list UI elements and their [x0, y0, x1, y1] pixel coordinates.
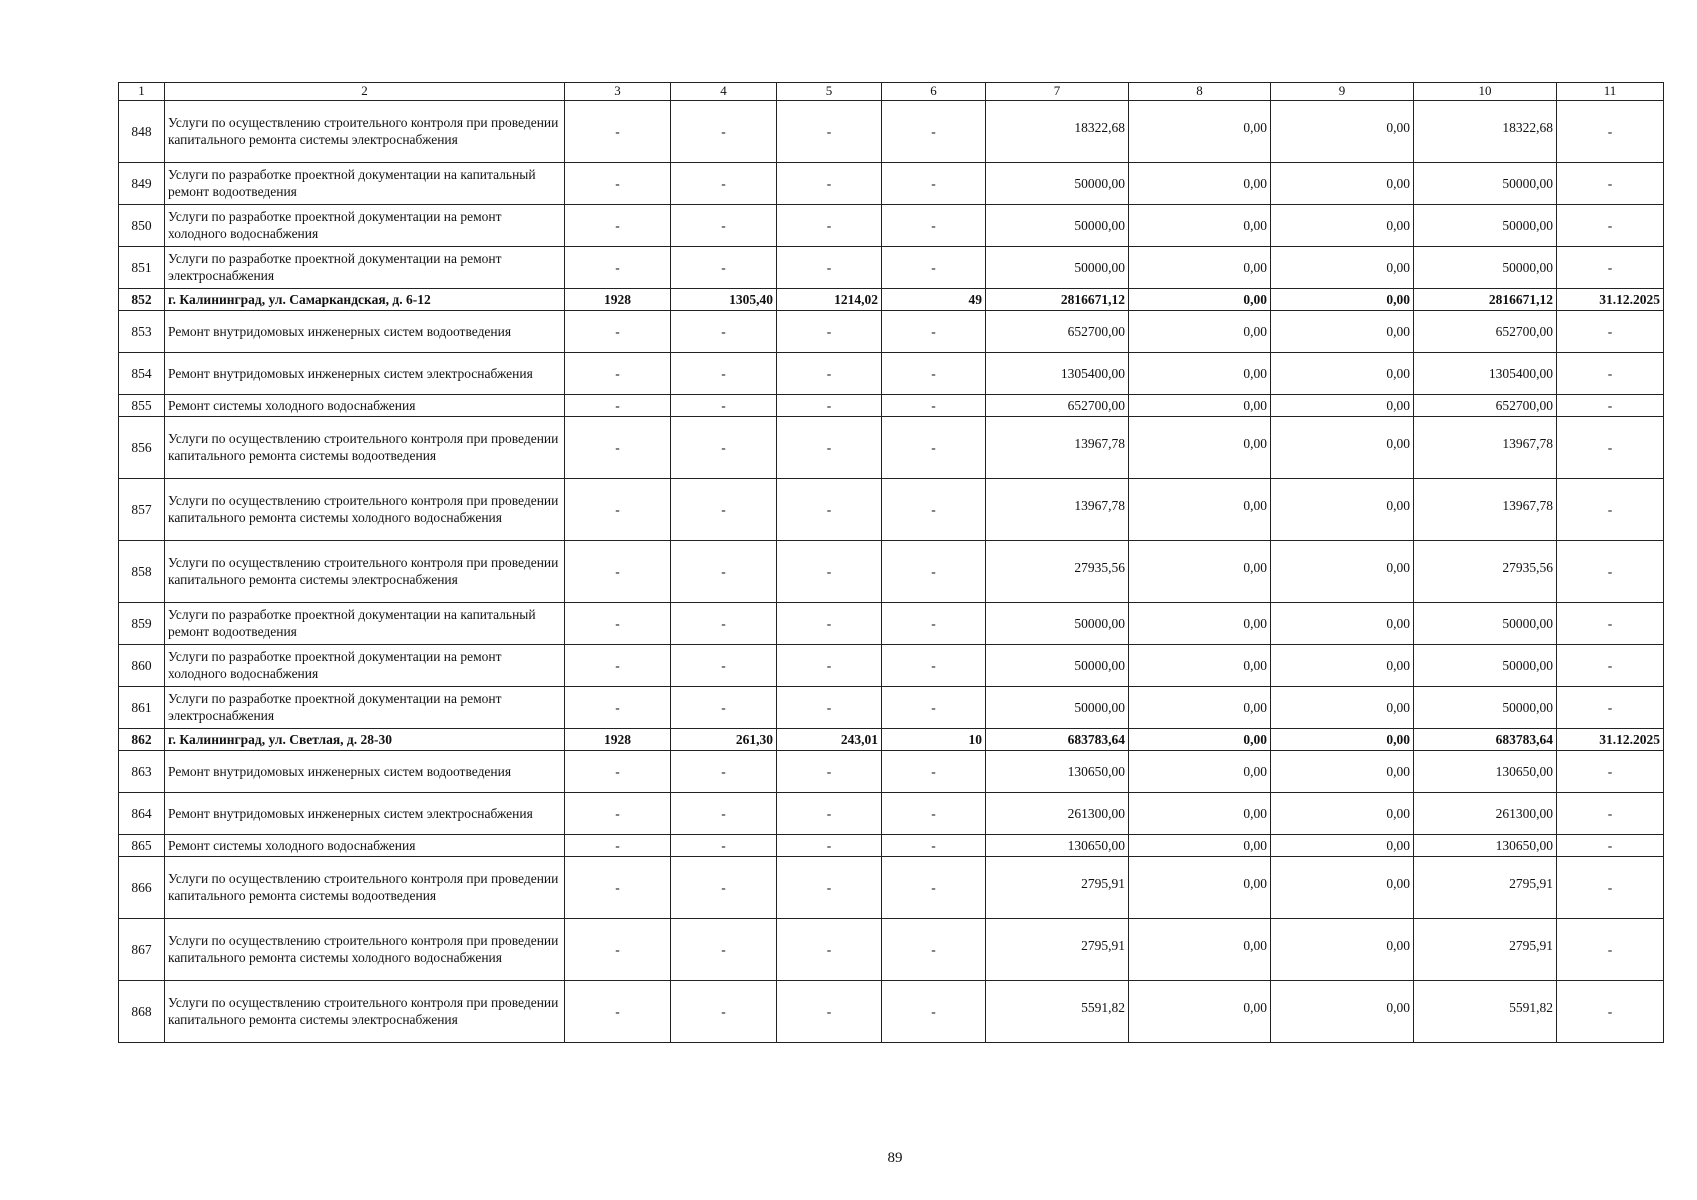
cell-fund-other: 0,00 — [1271, 644, 1414, 686]
column-header: 10 — [1414, 83, 1557, 101]
cell-area-total: - — [671, 204, 777, 246]
cell-fund-regional: 0,00 — [1129, 856, 1271, 918]
cell-residents: - — [882, 856, 986, 918]
cell-year: - — [565, 834, 671, 856]
cell-year: - — [565, 980, 671, 1042]
cell-completion-date: - — [1557, 792, 1664, 834]
column-header: 7 — [986, 83, 1129, 101]
cell-fund-other: 0,00 — [1271, 204, 1414, 246]
cell-description: Услуги по осуществлению строительного контроля при проведении капитального ремонта системы водоотведения — [165, 416, 565, 478]
cell-area-total: - — [671, 310, 777, 352]
cell-residents: - — [882, 750, 986, 792]
column-header: 11 — [1557, 83, 1664, 101]
cell-completion-date: - — [1557, 856, 1664, 918]
cell-fund-regional: 0,00 — [1129, 416, 1271, 478]
cell-residents: - — [882, 100, 986, 162]
cell-year: - — [565, 644, 671, 686]
cell-cost-total: 27935,56 — [986, 540, 1129, 602]
cell-description: Услуги по осуществлению строительного контроля при проведении капитального ремонта системы электроснабжения — [165, 540, 565, 602]
cell-area-total: - — [671, 394, 777, 416]
cell-cost-total: 652700,00 — [986, 394, 1129, 416]
cell-residents: - — [882, 310, 986, 352]
column-header: 9 — [1271, 83, 1414, 101]
cell-fund-owners: 683783,64 — [1414, 728, 1557, 750]
cell-row-number: 848 — [119, 100, 165, 162]
cell-cost-total: 683783,64 — [986, 728, 1129, 750]
cell-year: - — [565, 100, 671, 162]
cell-fund-owners: 130650,00 — [1414, 750, 1557, 792]
cell-area-living: - — [777, 352, 882, 394]
cell-cost-total: 50000,00 — [986, 602, 1129, 644]
cell-fund-owners: 18322,68 — [1414, 100, 1557, 162]
cell-completion-date: - — [1557, 686, 1664, 728]
cell-fund-other: 0,00 — [1271, 728, 1414, 750]
cell-residents: - — [882, 644, 986, 686]
cell-description: Ремонт системы холодного водоснабжения — [165, 394, 565, 416]
cell-fund-regional: 0,00 — [1129, 644, 1271, 686]
cell-fund-regional: 0,00 — [1129, 394, 1271, 416]
cell-residents: - — [882, 162, 986, 204]
cell-fund-owners: 261300,00 — [1414, 792, 1557, 834]
cell-fund-owners: 50000,00 — [1414, 602, 1557, 644]
cell-row-number: 868 — [119, 980, 165, 1042]
cell-cost-total: 2816671,12 — [986, 288, 1129, 310]
cell-year: - — [565, 204, 671, 246]
cell-fund-other: 0,00 — [1271, 856, 1414, 918]
cell-row-number: 864 — [119, 792, 165, 834]
cell-fund-owners: 50000,00 — [1414, 162, 1557, 204]
cell-year: - — [565, 602, 671, 644]
cell-fund-regional: 0,00 — [1129, 602, 1271, 644]
cell-area-living: - — [777, 310, 882, 352]
cell-fund-owners: 5591,82 — [1414, 980, 1557, 1042]
cell-area-living: - — [777, 792, 882, 834]
table-body — [119, 83, 1664, 1043]
cell-cost-total: 50000,00 — [986, 204, 1129, 246]
cell-area-living: - — [777, 204, 882, 246]
cell-fund-regional: 0,00 — [1129, 246, 1271, 288]
cell-fund-other: 0,00 — [1271, 834, 1414, 856]
cell-area-living: - — [777, 750, 882, 792]
cell-fund-owners: 50000,00 — [1414, 644, 1557, 686]
cell-residents: 10 — [882, 728, 986, 750]
cell-completion-date: - — [1557, 352, 1664, 394]
cell-year: 1928 — [565, 288, 671, 310]
cell-residents: 49 — [882, 288, 986, 310]
cell-cost-total: 18322,68 — [986, 100, 1129, 162]
table-row — [119, 856, 1664, 918]
cell-fund-regional: 0,00 — [1129, 918, 1271, 980]
cell-area-total: - — [671, 602, 777, 644]
cell-fund-other: 0,00 — [1271, 918, 1414, 980]
cell-fund-other: 0,00 — [1271, 246, 1414, 288]
cell-cost-total: 2795,91 — [986, 918, 1129, 980]
cell-cost-total: 50000,00 — [986, 644, 1129, 686]
cell-area-living: - — [777, 686, 882, 728]
address-row — [119, 288, 1664, 310]
cell-row-number: 867 — [119, 918, 165, 980]
cell-cost-total: 5591,82 — [986, 980, 1129, 1042]
cell-completion-date: 31.12.2025 — [1557, 728, 1664, 750]
cell-description: Услуги по осуществлению строительного контроля при проведении капитального ремонта системы холодного водоснабжения — [165, 478, 565, 540]
cell-fund-owners: 130650,00 — [1414, 834, 1557, 856]
cell-description: Ремонт внутридомовых инженерных систем электроснабжения — [165, 792, 565, 834]
cell-description: Услуги по разработке проектной документации на капитальный ремонт водоотведения — [165, 602, 565, 644]
cell-area-total: - — [671, 162, 777, 204]
cell-row-number: 862 — [119, 728, 165, 750]
cell-residents: - — [882, 478, 986, 540]
column-header: 4 — [671, 83, 777, 101]
cell-area-living: - — [777, 478, 882, 540]
cell-cost-total: 13967,78 — [986, 416, 1129, 478]
cell-year: - — [565, 792, 671, 834]
cell-row-number: 850 — [119, 204, 165, 246]
cell-fund-other: 0,00 — [1271, 352, 1414, 394]
cell-fund-owners: 652700,00 — [1414, 310, 1557, 352]
table-row — [119, 310, 1664, 352]
cell-area-living: 243,01 — [777, 728, 882, 750]
table-row — [119, 540, 1664, 602]
cell-year: 1928 — [565, 728, 671, 750]
column-header: 3 — [565, 83, 671, 101]
cell-fund-owners: 13967,78 — [1414, 478, 1557, 540]
cell-fund-other: 0,00 — [1271, 792, 1414, 834]
cell-fund-other: 0,00 — [1271, 288, 1414, 310]
cell-year: - — [565, 750, 671, 792]
page-number: 89 — [887, 1150, 903, 1166]
cell-area-total: - — [671, 352, 777, 394]
table-row — [119, 204, 1664, 246]
cell-area-living: - — [777, 162, 882, 204]
table-row — [119, 686, 1664, 728]
cell-fund-other: 0,00 — [1271, 100, 1414, 162]
table-row — [119, 478, 1664, 540]
cell-area-total: - — [671, 100, 777, 162]
cell-year: - — [565, 478, 671, 540]
table-row — [119, 162, 1664, 204]
cell-cost-total: 130650,00 — [986, 834, 1129, 856]
cell-area-living: - — [777, 416, 882, 478]
table-row — [119, 918, 1664, 980]
cell-description: Услуги по осуществлению строительного контроля при проведении капитального ремонта системы холодного водоснабжения — [165, 918, 565, 980]
cell-area-total: - — [671, 416, 777, 478]
cell-year: - — [565, 310, 671, 352]
cell-fund-other: 0,00 — [1271, 602, 1414, 644]
cell-cost-total: 13967,78 — [986, 478, 1129, 540]
cell-residents: - — [882, 686, 986, 728]
cell-area-total: - — [671, 856, 777, 918]
table-row — [119, 750, 1664, 792]
cell-residents: - — [882, 416, 986, 478]
cell-fund-owners: 13967,78 — [1414, 416, 1557, 478]
cell-area-living: - — [777, 856, 882, 918]
cell-fund-regional: 0,00 — [1129, 686, 1271, 728]
cell-area-total: - — [671, 834, 777, 856]
table-header-row — [119, 83, 1664, 101]
cell-description: Ремонт внутридомовых инженерных систем водоотведения — [165, 310, 565, 352]
cell-year: - — [565, 394, 671, 416]
cell-fund-owners: 50000,00 — [1414, 204, 1557, 246]
table-row — [119, 246, 1664, 288]
cell-description: Услуги по осуществлению строительного контроля при проведении капитального ремонта системы электроснабжения — [165, 980, 565, 1042]
cell-fund-owners: 50000,00 — [1414, 246, 1557, 288]
cell-description: Услуги по разработке проектной документации на ремонт холодного водоснабжения — [165, 644, 565, 686]
cell-fund-regional: 0,00 — [1129, 352, 1271, 394]
cell-description: Ремонт внутридомовых инженерных систем электроснабжения — [165, 352, 565, 394]
cell-residents: - — [882, 540, 986, 602]
cell-completion-date: - — [1557, 100, 1664, 162]
cell-residents: - — [882, 204, 986, 246]
cell-completion-date: 31.12.2025 — [1557, 288, 1664, 310]
cell-fund-other: 0,00 — [1271, 310, 1414, 352]
cell-row-number: 856 — [119, 416, 165, 478]
cell-area-living: - — [777, 644, 882, 686]
cell-completion-date: - — [1557, 602, 1664, 644]
cell-fund-regional: 0,00 — [1129, 478, 1271, 540]
cell-residents: - — [882, 246, 986, 288]
cell-area-total: - — [671, 750, 777, 792]
cell-completion-date: - — [1557, 478, 1664, 540]
cell-area-living: - — [777, 540, 882, 602]
data-table — [118, 82, 1664, 1043]
cell-completion-date: - — [1557, 416, 1664, 478]
cell-description: Услуги по разработке проектной документации на капитальный ремонт водоотведения — [165, 162, 565, 204]
table-row — [119, 980, 1664, 1042]
cell-area-total: - — [671, 540, 777, 602]
cell-area-living: 1214,02 — [777, 288, 882, 310]
cell-description: Услуги по разработке проектной документации на ремонт электроснабжения — [165, 246, 565, 288]
cell-row-number: 853 — [119, 310, 165, 352]
cell-completion-date: - — [1557, 204, 1664, 246]
cell-area-living: - — [777, 100, 882, 162]
cell-fund-other: 0,00 — [1271, 750, 1414, 792]
cell-area-total: 1305,40 — [671, 288, 777, 310]
cell-cost-total: 1305400,00 — [986, 352, 1129, 394]
cell-completion-date: - — [1557, 750, 1664, 792]
cell-description: Услуги по осуществлению строительного контроля при проведении капитального ремонта системы водоотведения — [165, 856, 565, 918]
cell-cost-total: 261300,00 — [986, 792, 1129, 834]
cell-fund-other: 0,00 — [1271, 416, 1414, 478]
cell-year: - — [565, 246, 671, 288]
cell-area-total: - — [671, 246, 777, 288]
cell-row-number: 859 — [119, 602, 165, 644]
cell-residents: - — [882, 834, 986, 856]
cell-fund-regional: 0,00 — [1129, 728, 1271, 750]
cell-completion-date: - — [1557, 310, 1664, 352]
cell-residents: - — [882, 980, 986, 1042]
cell-completion-date: - — [1557, 918, 1664, 980]
table-row — [119, 394, 1664, 416]
cell-description: Услуги по разработке проектной документации на ремонт электроснабжения — [165, 686, 565, 728]
cell-year: - — [565, 856, 671, 918]
cell-description: г. Калининград, ул. Самаркандская, д. 6-12 — [165, 288, 565, 310]
cell-completion-date: - — [1557, 834, 1664, 856]
cell-row-number: 857 — [119, 478, 165, 540]
cell-fund-regional: 0,00 — [1129, 834, 1271, 856]
cell-fund-regional: 0,00 — [1129, 100, 1271, 162]
cell-residents: - — [882, 394, 986, 416]
cell-residents: - — [882, 602, 986, 644]
cell-completion-date: - — [1557, 162, 1664, 204]
cell-area-total: - — [671, 980, 777, 1042]
column-header: 1 — [119, 83, 165, 101]
cell-year: - — [565, 352, 671, 394]
cell-completion-date: - — [1557, 644, 1664, 686]
cell-area-living: - — [777, 918, 882, 980]
table-row — [119, 792, 1664, 834]
cell-cost-total: 2795,91 — [986, 856, 1129, 918]
cell-year: - — [565, 918, 671, 980]
cell-row-number: 861 — [119, 686, 165, 728]
cell-description: Ремонт системы холодного водоснабжения — [165, 834, 565, 856]
cell-row-number: 849 — [119, 162, 165, 204]
cell-residents: - — [882, 792, 986, 834]
cell-completion-date: - — [1557, 246, 1664, 288]
table-row — [119, 100, 1664, 162]
table-row — [119, 416, 1664, 478]
table-row — [119, 644, 1664, 686]
cell-description: Ремонт внутридомовых инженерных систем водоотведения — [165, 750, 565, 792]
column-header: 6 — [882, 83, 986, 101]
cell-fund-owners: 50000,00 — [1414, 686, 1557, 728]
cell-fund-regional: 0,00 — [1129, 204, 1271, 246]
cell-completion-date: - — [1557, 540, 1664, 602]
cell-area-living: - — [777, 394, 882, 416]
cell-fund-regional: 0,00 — [1129, 288, 1271, 310]
cell-row-number: 851 — [119, 246, 165, 288]
cell-area-living: - — [777, 246, 882, 288]
cell-fund-regional: 0,00 — [1129, 540, 1271, 602]
cell-cost-total: 50000,00 — [986, 686, 1129, 728]
cell-row-number: 863 — [119, 750, 165, 792]
cell-fund-owners: 2816671,12 — [1414, 288, 1557, 310]
cell-area-living: - — [777, 980, 882, 1042]
cell-year: - — [565, 416, 671, 478]
cell-row-number: 865 — [119, 834, 165, 856]
cell-fund-other: 0,00 — [1271, 980, 1414, 1042]
table-row — [119, 834, 1664, 856]
cell-year: - — [565, 540, 671, 602]
table-row — [119, 602, 1664, 644]
address-row — [119, 728, 1664, 750]
cell-area-total: - — [671, 686, 777, 728]
cell-fund-other: 0,00 — [1271, 394, 1414, 416]
cell-residents: - — [882, 918, 986, 980]
cell-row-number: 854 — [119, 352, 165, 394]
cell-area-total: - — [671, 918, 777, 980]
cell-cost-total: 50000,00 — [986, 246, 1129, 288]
cell-fund-other: 0,00 — [1271, 540, 1414, 602]
cell-fund-regional: 0,00 — [1129, 162, 1271, 204]
cell-row-number: 860 — [119, 644, 165, 686]
cell-residents: - — [882, 352, 986, 394]
cell-fund-regional: 0,00 — [1129, 750, 1271, 792]
cell-fund-regional: 0,00 — [1129, 792, 1271, 834]
column-header: 2 — [165, 83, 565, 101]
cell-fund-owners: 2795,91 — [1414, 856, 1557, 918]
cell-area-living: - — [777, 834, 882, 856]
cell-fund-owners: 27935,56 — [1414, 540, 1557, 602]
cell-fund-regional: 0,00 — [1129, 310, 1271, 352]
cell-row-number: 866 — [119, 856, 165, 918]
cell-year: - — [565, 162, 671, 204]
cell-fund-other: 0,00 — [1271, 478, 1414, 540]
cell-row-number: 855 — [119, 394, 165, 416]
cell-area-total: - — [671, 792, 777, 834]
cell-area-total: - — [671, 644, 777, 686]
cell-completion-date: - — [1557, 394, 1664, 416]
cell-cost-total: 652700,00 — [986, 310, 1129, 352]
column-header: 5 — [777, 83, 882, 101]
cell-fund-owners: 652700,00 — [1414, 394, 1557, 416]
cell-row-number: 852 — [119, 288, 165, 310]
cell-description: г. Калининград, ул. Светлая, д. 28-30 — [165, 728, 565, 750]
cell-area-living: - — [777, 602, 882, 644]
cell-fund-regional: 0,00 — [1129, 980, 1271, 1042]
cell-cost-total: 50000,00 — [986, 162, 1129, 204]
cell-fund-other: 0,00 — [1271, 162, 1414, 204]
cell-fund-owners: 2795,91 — [1414, 918, 1557, 980]
cell-cost-total: 130650,00 — [986, 750, 1129, 792]
cell-area-total: - — [671, 478, 777, 540]
cell-description: Услуги по разработке проектной документации на ремонт холодного водоснабжения — [165, 204, 565, 246]
cell-fund-other: 0,00 — [1271, 686, 1414, 728]
cell-fund-owners: 1305400,00 — [1414, 352, 1557, 394]
cell-description: Услуги по осуществлению строительного контроля при проведении капитального ремонта системы электроснабжения — [165, 100, 565, 162]
table-row — [119, 352, 1664, 394]
cell-row-number: 858 — [119, 540, 165, 602]
cell-area-total: 261,30 — [671, 728, 777, 750]
column-header: 8 — [1129, 83, 1271, 101]
cell-completion-date: - — [1557, 980, 1664, 1042]
cell-year: - — [565, 686, 671, 728]
